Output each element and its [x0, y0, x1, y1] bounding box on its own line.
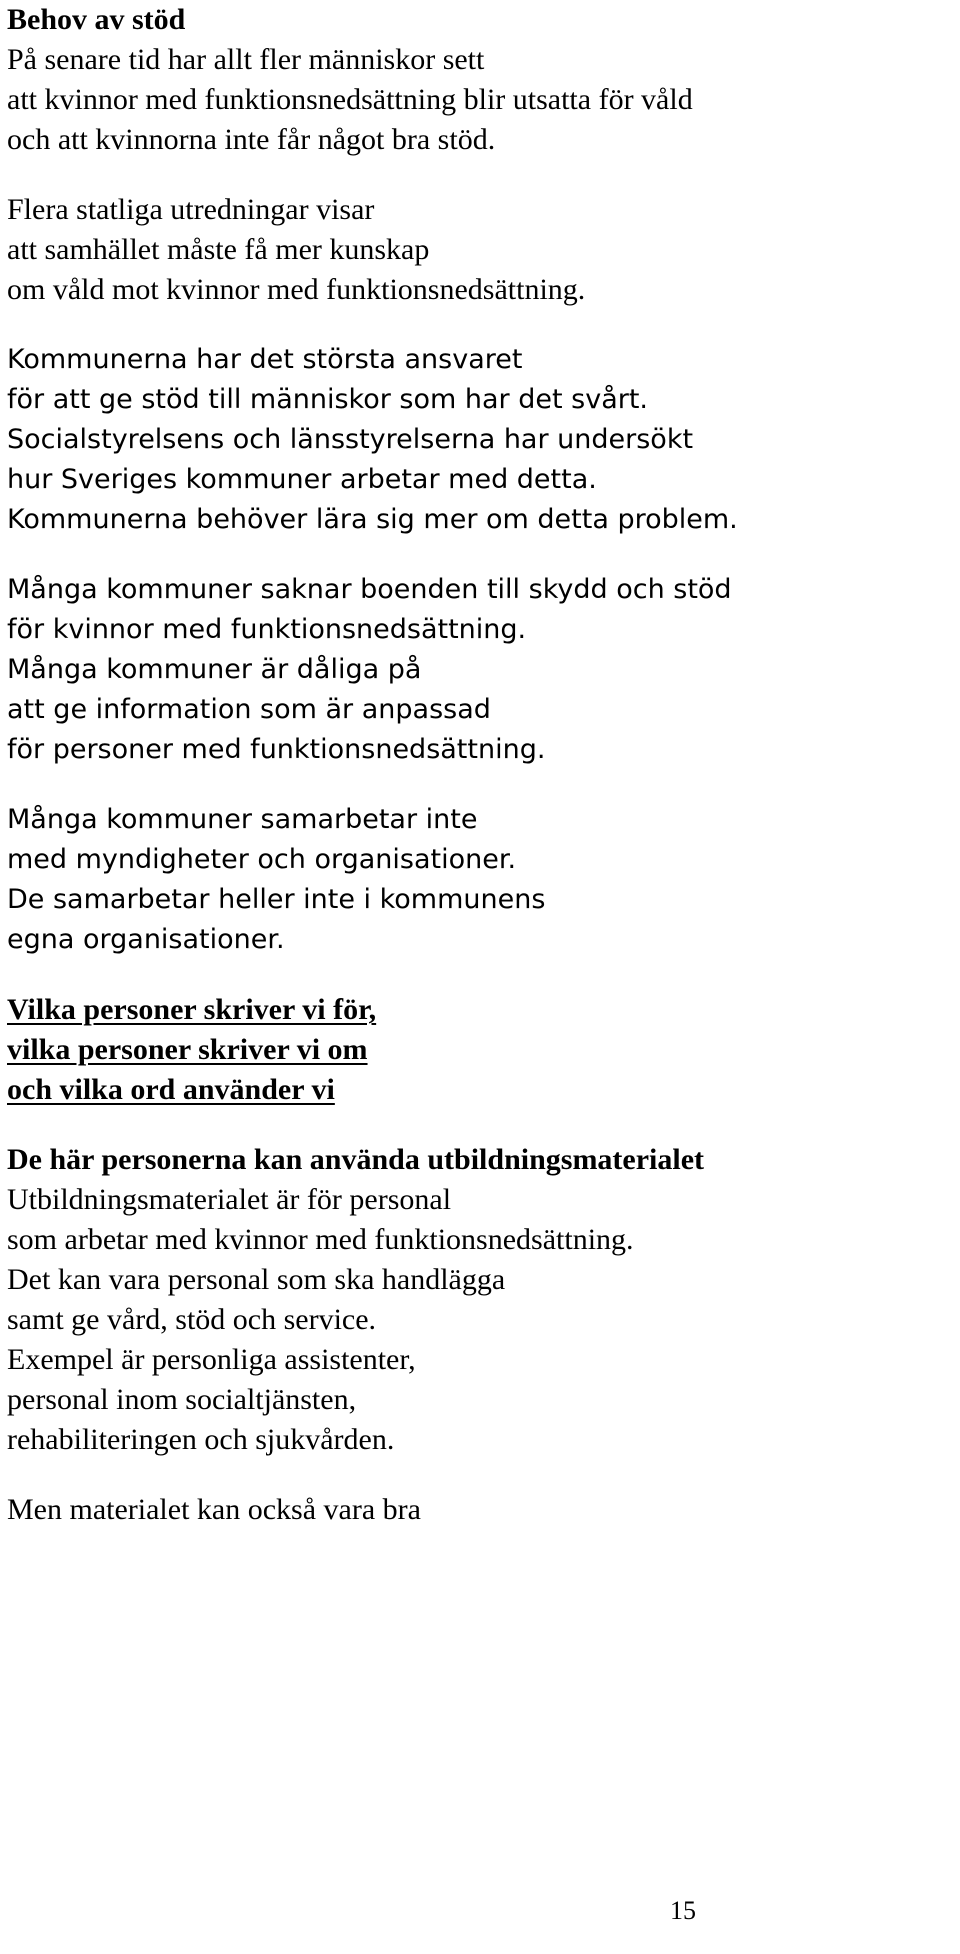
text-line: De samarbetar heller inte i kommunens	[7, 884, 546, 915]
paragraph-gap	[7, 1110, 957, 1140]
section-heading-line	[7, 990, 957, 1030]
text-line: att ge information som är anpassad	[7, 694, 491, 725]
document-page	[7, 0, 957, 1530]
text-line: Kommunerna har det största ansvaret	[7, 344, 523, 375]
paragraph-gap	[7, 1460, 957, 1490]
text-line: Kommunerna behöver lära sig mer om detta problem.	[7, 504, 738, 535]
paragraph-gap	[7, 540, 957, 570]
underlined-heading-text: Vilka personer skriver vi för,	[7, 993, 377, 1026]
text-line: att samhället måste få mer kunskap	[7, 233, 430, 266]
text-line: Flera statliga utredningar visar	[7, 193, 375, 226]
text-line: att kvinnor med funktionsnedsättning blir utsatta för våld	[7, 83, 693, 116]
text-line: Det kan vara personal som ska handlägga	[7, 1263, 506, 1296]
text-line: Men materialet kan också vara bra	[7, 1493, 421, 1526]
text-line: Socialstyrelsens och länsstyrelserna har undersökt	[7, 424, 694, 455]
text-line: om våld mot kvinnor med funktionsnedsättning.	[7, 273, 586, 306]
text-line: Många kommuner är dåliga på	[7, 654, 422, 685]
underlined-heading-text: och vilka ord använder vi	[7, 1073, 335, 1106]
text-line: med myndigheter och organisationer.	[7, 844, 517, 875]
text-line: Många kommuner samarbetar inte	[7, 804, 478, 835]
text-line: som arbetar med kvinnor med funktionsnedsättning.	[7, 1223, 634, 1256]
text-line: för personer med funktionsnedsättning.	[7, 734, 546, 765]
text-line: för kvinnor med funktionsnedsättning.	[7, 614, 527, 645]
text-line: personal inom socialtjänsten,	[7, 1383, 357, 1416]
text-line: för att ge stöd till människor som har det svårt.	[7, 384, 649, 415]
text-line: Exempel är personliga assistenter,	[7, 1343, 416, 1376]
text-line: och att kvinnorna inte får något bra stöd.	[7, 123, 496, 156]
section-title: Behov av stöd	[7, 3, 186, 36]
text-line: Många kommuner saknar boenden till skydd och stöd	[7, 574, 732, 605]
text-line: samt ge vård, stöd och service.	[7, 1303, 377, 1336]
text-line: Utbildningsmaterialet är för personal	[7, 1183, 452, 1216]
paragraph-gap	[7, 310, 957, 340]
text-line: egna organisationer.	[7, 924, 285, 955]
underlined-heading-text: vilka personer skriver vi om	[7, 1033, 368, 1066]
text-line: rehabiliteringen och sjukvården.	[7, 1423, 395, 1456]
paragraph-gap	[7, 160, 957, 190]
text-line: På senare tid har allt fler människor sett	[7, 43, 485, 76]
subheading: De här personerna kan använda utbildningsmaterialet	[7, 1143, 705, 1176]
paragraph-gap	[7, 770, 957, 800]
paragraph-gap	[7, 960, 957, 990]
section-heading-line	[7, 1030, 957, 1070]
section-heading-line	[7, 1070, 957, 1110]
page-number: 15	[670, 1896, 696, 1925]
text-line: hur Sveriges kommuner arbetar med detta.	[7, 464, 597, 495]
